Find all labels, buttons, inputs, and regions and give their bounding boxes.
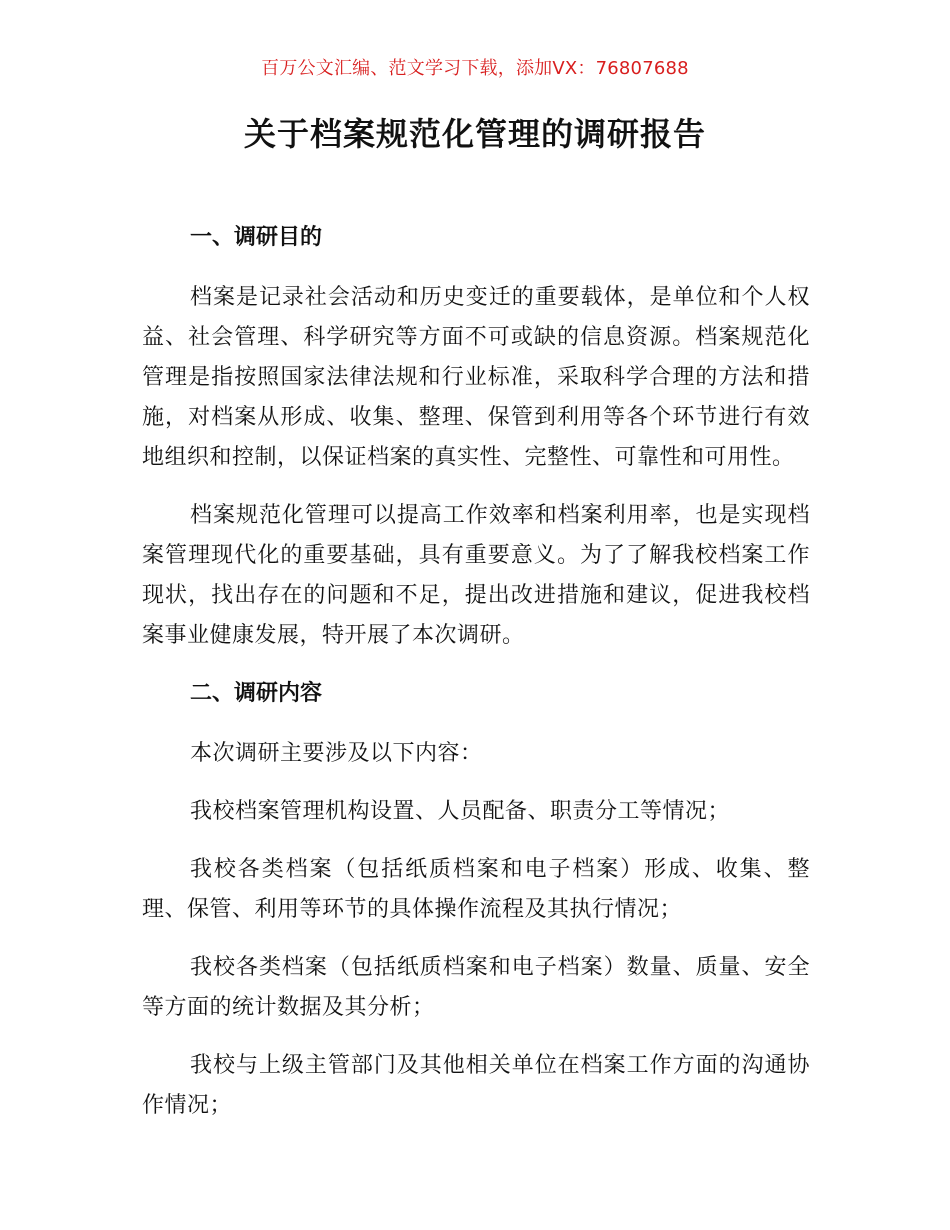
paragraph: 档案规范化管理可以提高工作效率和档案利用率，也是实现档案管理现代化的重要基础，具有重要意义。为了了解我校档案工作现状，找出存在的问题和不足，提出改进措施和建议，促进我校档案事业健康发展，特开展了本次调研。 xyxy=(142,503,810,648)
paragraph: 本次调研主要涉及以下内容： xyxy=(190,741,483,766)
paragraph: 我校档案管理机构设置、人员配备、职责分工等情况； xyxy=(190,799,731,824)
paragraph: 档案是记录社会活动和历史变迁的重要载体，是单位和个人权益、社会管理、科学研究等方面不可或缺的信息资源。档案规范化管理是指按照国家法律法规和行业标准，采取科学合理的方法和措施，对档案从形成、收集、整理、保管到利用等各个环节进行有效地组织和控制，以保证档案的真实性、完整性、可靠性和可用性。 xyxy=(142,285,810,470)
paragraph: 我校各类档案（包括纸质档案和电子档案）数量、质量、安全等方面的统计数据及其分析； xyxy=(142,955,810,1020)
section-heading-content: 二、调研内容 xyxy=(190,681,323,706)
paragraph: 我校各类档案（包括纸质档案和电子档案）形成、收集、整理、保管、利用等环节的具体操作流程及其执行情况； xyxy=(142,857,810,922)
watermark-text: 百万公文汇编、范文学习下载，添加VX：76807688 xyxy=(261,58,689,79)
section-heading-purpose: 一、调研目的 xyxy=(190,225,323,250)
paragraph: 我校与上级主管部门及其他相关单位在档案工作方面的沟通协作情况； xyxy=(142,1053,810,1118)
document-title: 关于档案规范化管理的调研报告 xyxy=(243,115,706,153)
document-body xyxy=(142,218,810,1144)
